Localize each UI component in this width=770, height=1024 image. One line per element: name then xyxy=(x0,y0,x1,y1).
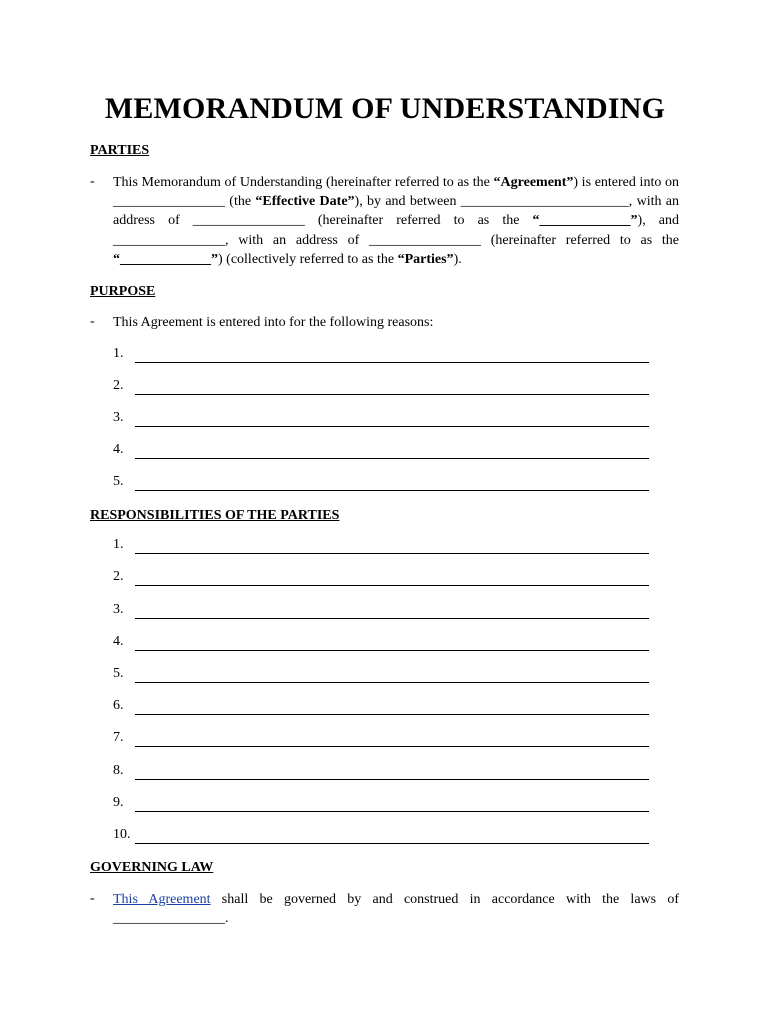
responsibility-item[interactable] xyxy=(113,795,653,815)
section-heading-purpose: PURPOSE xyxy=(90,284,156,299)
fill-in-line[interactable] xyxy=(135,362,649,363)
fill-in-line[interactable] xyxy=(135,490,649,491)
parties-paragraph xyxy=(113,173,679,269)
effective-date-term: “Effective Date” xyxy=(255,194,355,210)
purpose-item[interactable] xyxy=(113,410,653,430)
governing-law-text: shall be governed by and construed in accordance with the laws of ________________. xyxy=(113,892,680,927)
responsibility-item[interactable] xyxy=(113,827,653,847)
fill-in-line[interactable] xyxy=(135,458,649,459)
fill-in-line[interactable] xyxy=(135,811,649,812)
item-number: 1. xyxy=(113,537,124,552)
item-number: 3. xyxy=(113,410,124,425)
parties-text-3: ), by and between ________________________, with an address of ________________ (hereinafter referred to as the xyxy=(113,194,680,229)
item-number: 5. xyxy=(113,474,124,489)
parties-text-6: ). xyxy=(453,251,462,267)
item-number: 2. xyxy=(113,569,124,584)
parties-text-1: This Memorandum of Understanding (hereinafter referred to as the xyxy=(113,175,494,190)
fill-in-line[interactable] xyxy=(135,746,649,747)
bullet-dash: - xyxy=(90,891,95,906)
purpose-item[interactable] xyxy=(113,378,653,398)
this-agreement-link[interactable]: This Agreement xyxy=(113,892,211,907)
item-number: 10. xyxy=(113,827,131,842)
item-number: 4. xyxy=(113,442,124,457)
item-number: 1. xyxy=(113,346,124,361)
parties-text-4: ), and ________________, with an address of ________________ (hereinafter referred to as the xyxy=(113,213,679,248)
item-number: 6. xyxy=(113,698,124,713)
purpose-item[interactable] xyxy=(113,442,653,462)
responsibility-item[interactable] xyxy=(113,569,653,589)
fill-in-line[interactable] xyxy=(135,426,649,427)
section-heading-responsibilities: RESPONSIBILITIES OF THE PARTIES xyxy=(90,508,340,523)
fill-in-line[interactable] xyxy=(135,553,649,554)
item-number: 3. xyxy=(113,602,124,617)
responsibility-item[interactable] xyxy=(113,602,653,622)
item-number: 9. xyxy=(113,795,124,810)
section-heading-parties: PARTIES xyxy=(90,143,150,158)
bullet-dash: - xyxy=(90,174,95,189)
item-number: 8. xyxy=(113,763,124,778)
purpose-item[interactable] xyxy=(113,346,653,366)
section-heading-governing-law: GOVERNING LAW xyxy=(90,860,214,875)
fill-in-line[interactable] xyxy=(135,843,649,844)
responsibility-item[interactable] xyxy=(113,666,653,686)
document-title: MEMORANDUM OF UNDERSTANDING xyxy=(104,92,666,125)
fill-in-line[interactable] xyxy=(135,394,649,395)
fill-in-line[interactable] xyxy=(135,650,649,651)
item-number: 4. xyxy=(113,634,124,649)
responsibility-item[interactable] xyxy=(113,730,653,750)
item-number: 5. xyxy=(113,666,124,681)
fill-in-line[interactable] xyxy=(135,714,649,715)
bullet-dash: - xyxy=(90,314,95,329)
governing-law-paragraph xyxy=(113,890,679,928)
fill-in-line[interactable] xyxy=(135,618,649,619)
fill-in-line[interactable] xyxy=(135,585,649,586)
parties-text-5: ) (collectively referred to as the xyxy=(218,251,398,267)
second-party-term: “_____________” xyxy=(113,251,218,267)
item-number: 7. xyxy=(113,730,124,745)
first-party-term: “_____________” xyxy=(532,213,638,229)
agreement-term: “Agreement” xyxy=(493,175,574,190)
responsibility-item[interactable] xyxy=(113,634,653,654)
purpose-intro: This Agreement is entered into for the following reasons: xyxy=(113,315,434,330)
fill-in-line[interactable] xyxy=(135,779,649,780)
parties-term: “Parties” xyxy=(397,251,454,267)
responsibility-item[interactable] xyxy=(113,537,653,557)
fill-in-line[interactable] xyxy=(135,682,649,683)
item-number: 2. xyxy=(113,378,124,393)
responsibility-item[interactable] xyxy=(113,763,653,783)
parties-text-2: ) is entered into on ________________ (the xyxy=(113,175,679,210)
responsibility-item[interactable] xyxy=(113,698,653,718)
purpose-item[interactable] xyxy=(113,474,653,494)
